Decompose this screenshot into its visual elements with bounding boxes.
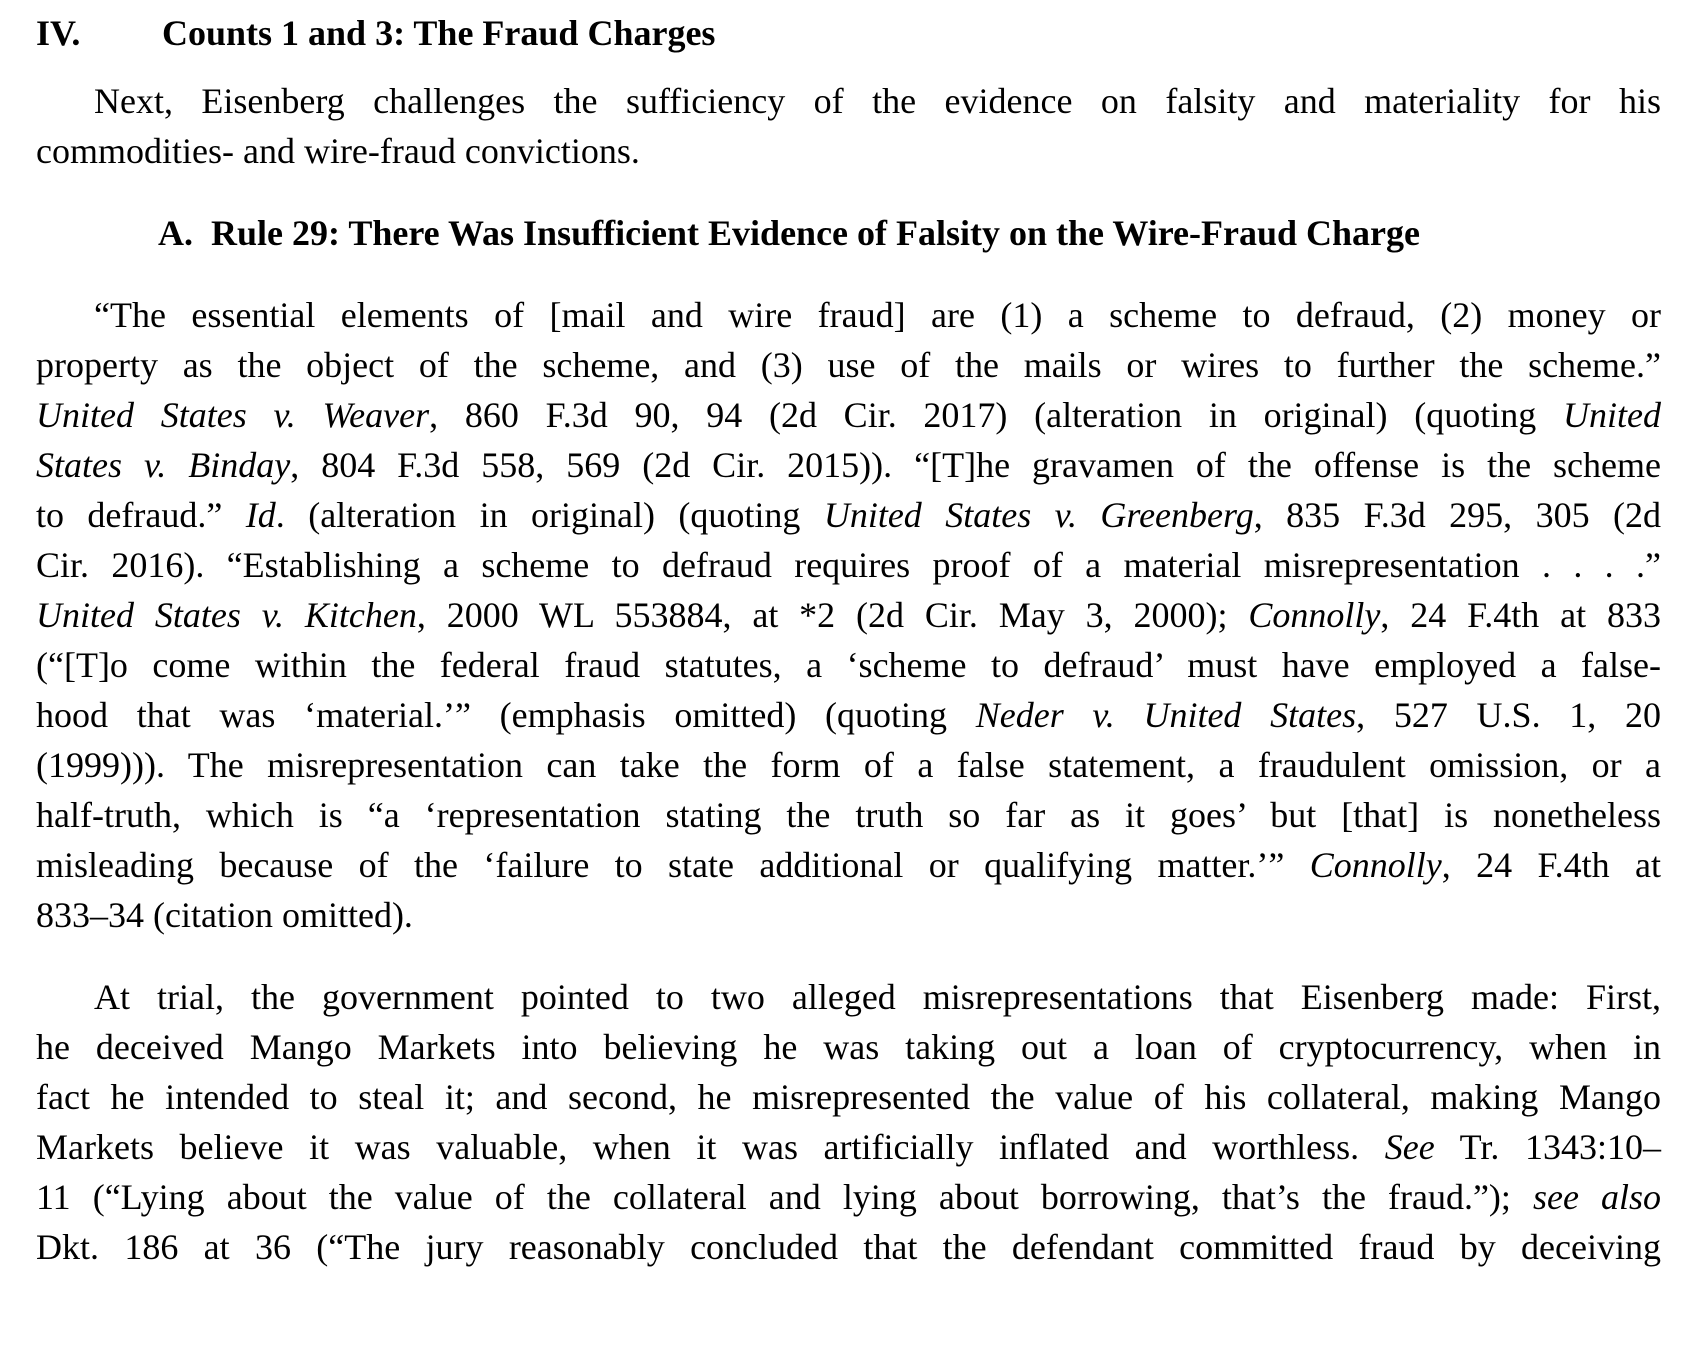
text-segment: property as the object of the scheme, and (3) use of the mails or wires to further the scheme.”: [36, 345, 1661, 385]
text-line: [36, 790, 1661, 840]
text-segment: . (alteration in original) (quoting: [275, 495, 824, 535]
text-line: [36, 490, 1661, 540]
text-segment: At trial, the government pointed to two alleged misrepresentations that Eisenberg made: First,: [94, 977, 1661, 1017]
text-line: [36, 890, 1661, 940]
italic-text-segment: Neder v. United States: [975, 695, 1357, 735]
text-line: [36, 540, 1661, 590]
text-line: [36, 76, 1661, 126]
text-line: [36, 690, 1661, 740]
italic-text-segment: Id: [245, 495, 276, 535]
text-line: [36, 840, 1661, 890]
paragraph-intro: [36, 76, 1661, 176]
italic-text-segment: United States v. Weaver: [36, 395, 430, 435]
text-segment: , 527 U.S. 1, 20: [1356, 695, 1661, 735]
text-line: [36, 640, 1661, 690]
text-segment: misleading because of the ‘failure to state additional or qualifying matter.’”: [36, 845, 1310, 885]
text-segment: , 2000 WL 553884, at *2 (2d Cir. May 3, 2000);: [416, 595, 1249, 635]
text-segment: Markets believe it was valuable, when it was artificially inflated and worthless.: [36, 1127, 1385, 1167]
text-segment: Cir. 2016). “Establishing a scheme to defraud requires proof of a material misrepresentation . . . .”: [36, 545, 1661, 585]
text-segment: fact he intended to steal it; and second, he misrepresented the value of his collateral, making Mango: [36, 1077, 1661, 1117]
italic-text-segment: Connolly: [1248, 595, 1381, 635]
text-line: [36, 740, 1661, 790]
text-line: [36, 1222, 1661, 1272]
text-segment: , 835 F.3d 295, 305 (2d: [1253, 495, 1661, 535]
text-line: [36, 972, 1661, 1022]
text-segment: (“[T]o come within the federal fraud statutes, a ‘scheme to defraud’ must have employed a false-: [36, 645, 1661, 685]
text-line: [36, 1122, 1661, 1172]
paragraph-legal-standard: [36, 290, 1661, 940]
italic-text-segment: Connolly: [1309, 845, 1442, 885]
text-line: [36, 1022, 1661, 1072]
text-segment: commodities- and wire-fraud convictions.: [36, 131, 640, 171]
text-segment: “The essential elements of [mail and wire fraud] are (1) a scheme to defraud, (2) money or: [94, 295, 1661, 335]
italic-text-segment: United States v. Greenberg: [823, 495, 1254, 535]
text-line: [36, 590, 1661, 640]
text-segment: , 860 F.3d 90, 94 (2d Cir. 2017) (alteration in original) (quoting: [429, 395, 1563, 435]
text-line: [36, 290, 1661, 340]
text-line: [36, 440, 1661, 490]
section-number: IV.: [36, 13, 81, 53]
text-line: [36, 340, 1661, 390]
text-segment: , 24 F.4th at: [1441, 845, 1661, 885]
text-segment: half-truth, which is “a ‘representation stating the truth so far as it goes’ but [that] is nonetheless: [36, 795, 1661, 835]
section-title: Counts 1 and 3: The Fraud Charges: [162, 13, 716, 53]
text-line: [36, 390, 1661, 440]
italic-text-segment: see also: [1532, 1177, 1661, 1217]
italic-text-segment: United: [1563, 395, 1661, 435]
text-segment: Dkt. 186 at 36 (“The jury reasonably concluded that the defendant committed fraud by deceiving: [36, 1227, 1661, 1267]
italic-text-segment: United States v. Kitchen: [36, 595, 417, 635]
paragraph-trial-misrepresentations: [36, 972, 1661, 1272]
text-line: [36, 1072, 1661, 1122]
section-heading: [36, 8, 1661, 58]
text-line: [36, 1172, 1661, 1222]
text-segment: to defraud.”: [36, 495, 246, 535]
subsection-letter: A.: [158, 213, 193, 253]
text-segment: Tr. 1343:10–: [1434, 1127, 1661, 1167]
text-segment: , 24 F.4th at 833: [1380, 595, 1661, 635]
text-segment: (1999))). The misrepresentation can take the form of a false statement, a fraudulent omission, or a: [36, 745, 1661, 785]
text-line: [36, 126, 1661, 176]
text-segment: he deceived Mango Markets into believing he was taking out a loan of cryptocurrency, when in: [36, 1027, 1661, 1067]
text-segment: Next, Eisenberg challenges the sufficiency of the evidence on falsity and materiality for his: [94, 81, 1661, 121]
subsection-heading: [158, 208, 1661, 258]
italic-text-segment: States v. Binday: [36, 445, 291, 485]
text-segment: 833–34 (citation omitted).: [36, 895, 413, 935]
text-segment: hood that was ‘material.’” (emphasis omitted) (quoting: [36, 695, 976, 735]
subsection-title: Rule 29: There Was Insufficient Evidence of Falsity on the Wire-Fraud Charge: [211, 213, 1421, 253]
text-segment: 11 (“Lying about the value of the collateral and lying about borrowing, that’s the fraud.”);: [36, 1177, 1533, 1217]
italic-text-segment: See: [1384, 1127, 1435, 1167]
text-segment: , 804 F.3d 558, 569 (2d Cir. 2015)). “[T]he gravamen of the offense is the scheme: [290, 445, 1661, 485]
